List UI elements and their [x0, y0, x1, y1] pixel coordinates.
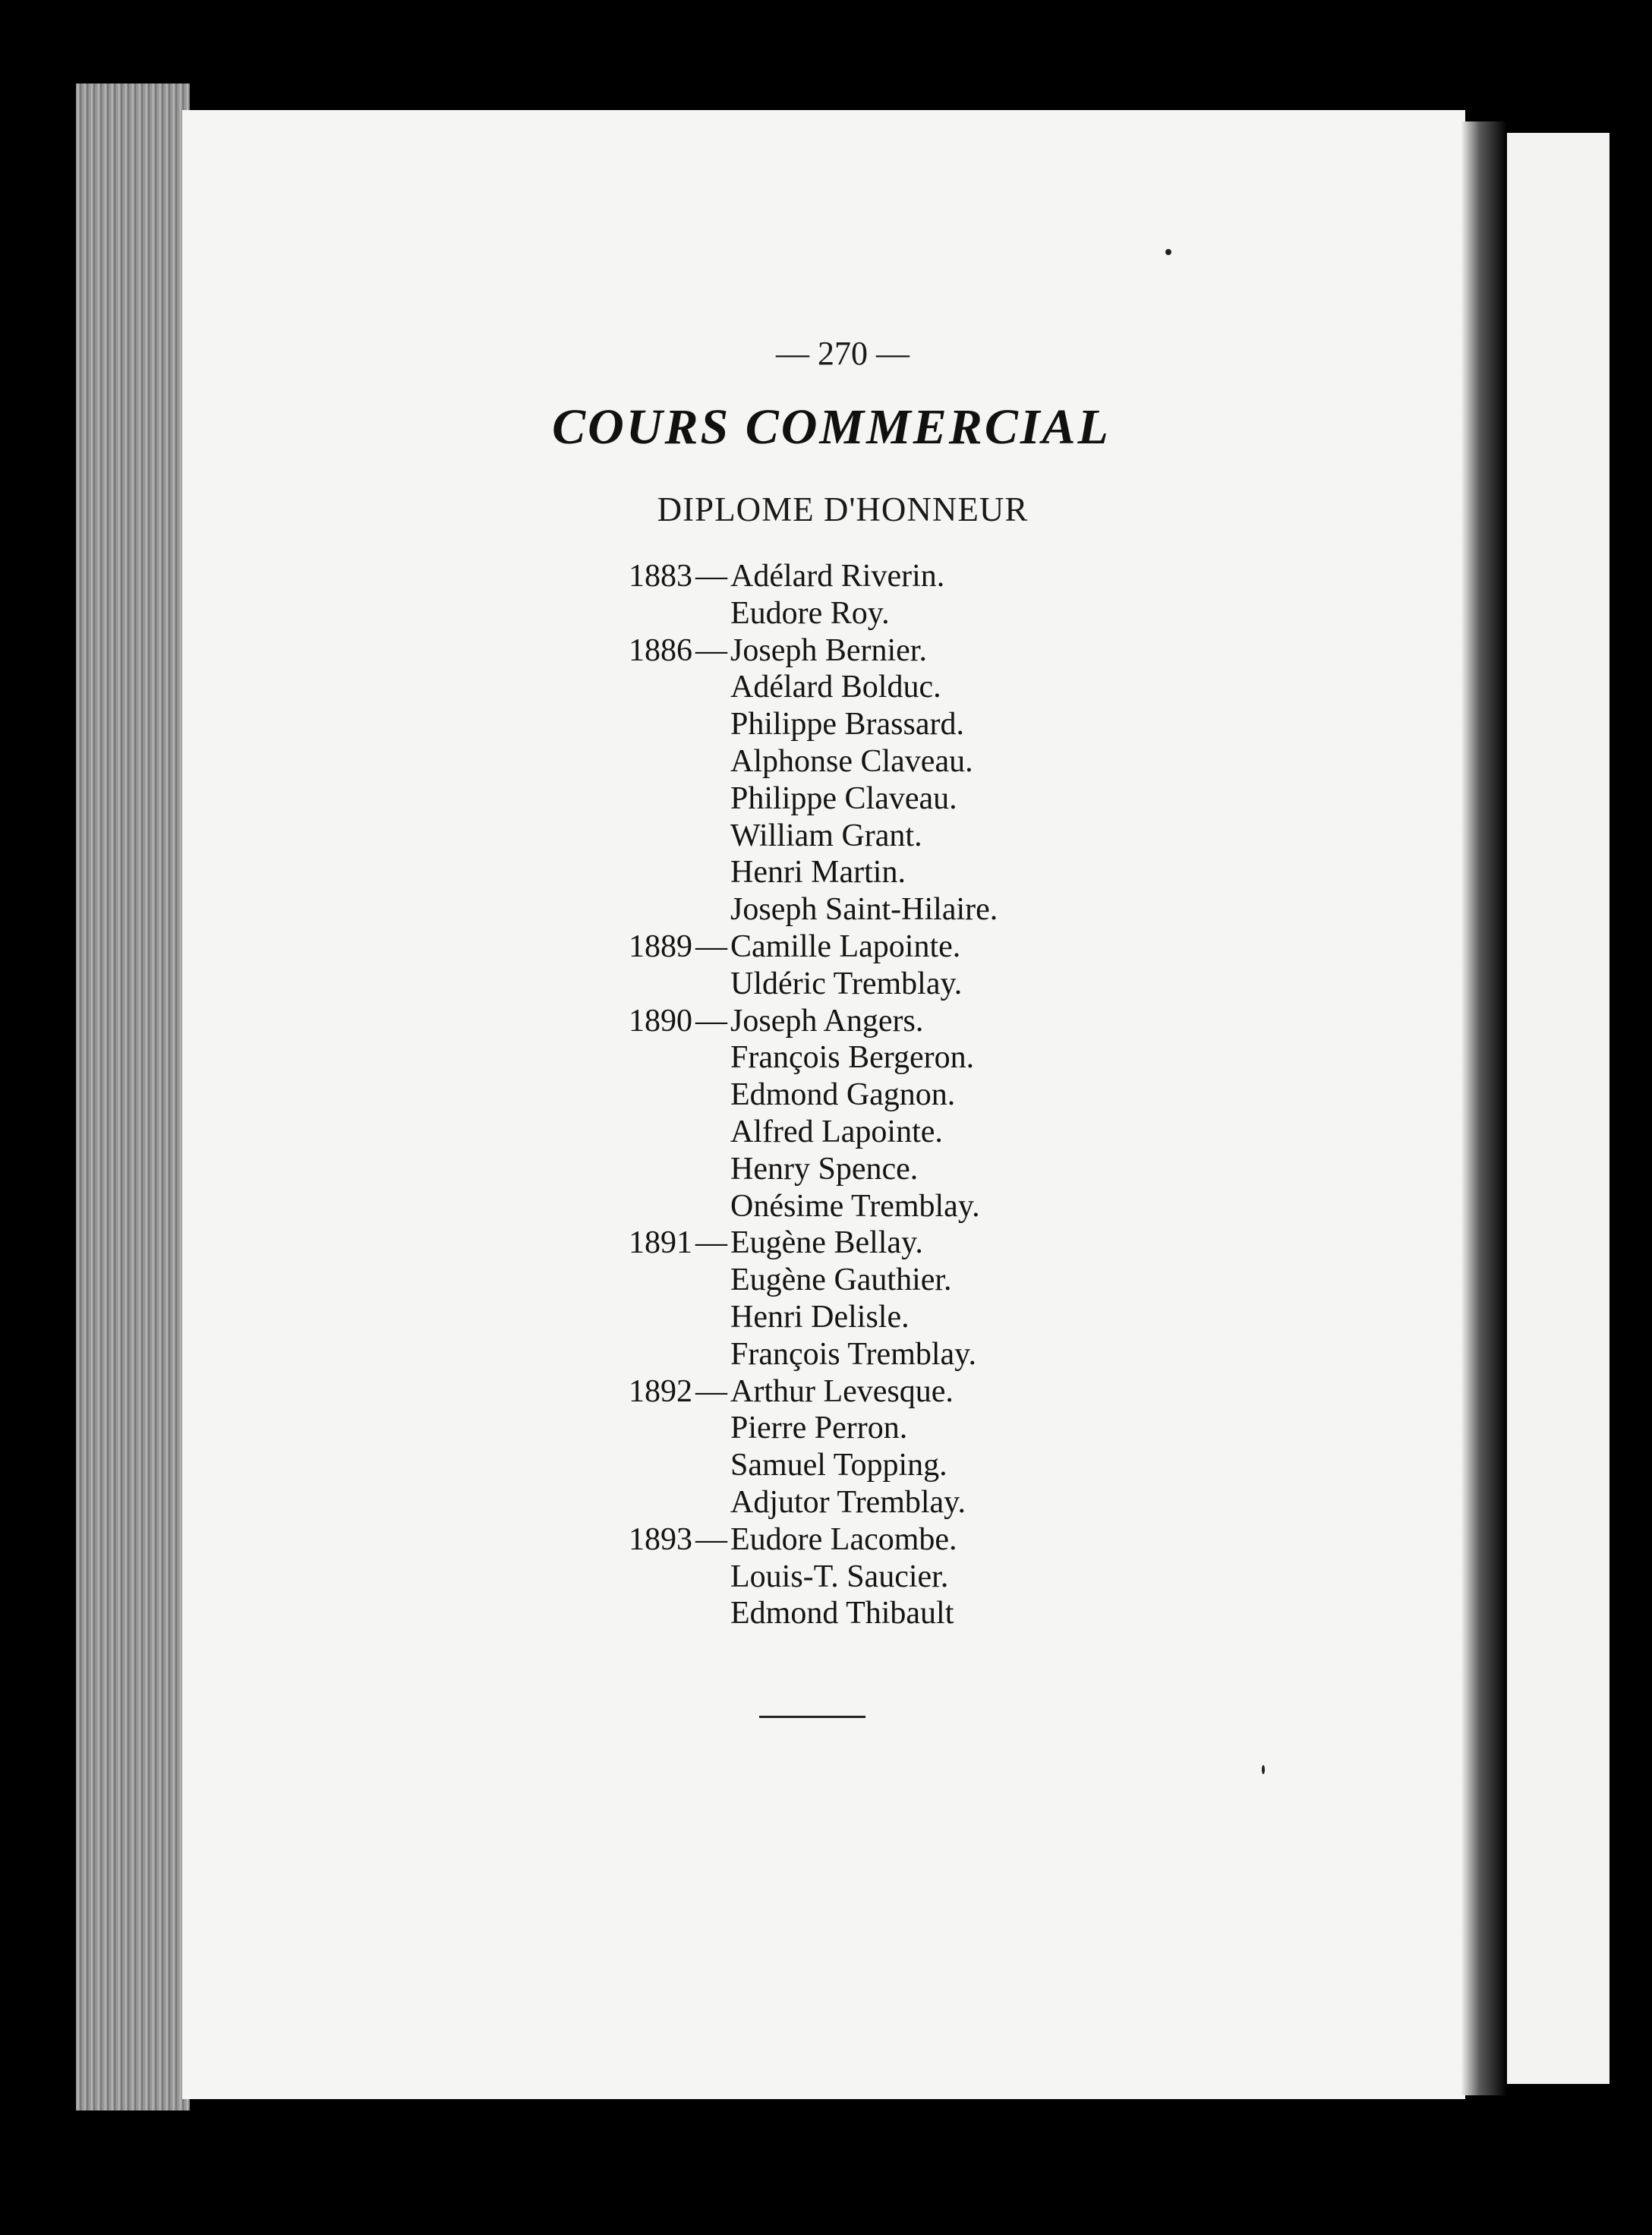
year-spacer — [577, 1188, 692, 1225]
list-item — [577, 1336, 1108, 1373]
ink-speck — [1165, 249, 1171, 255]
list-item — [577, 891, 1108, 928]
year-spacer — [577, 1595, 692, 1632]
student-name: Edmond Gagnon. — [730, 1077, 956, 1113]
list-item — [577, 1447, 1108, 1484]
dash-spacer — [692, 1262, 730, 1299]
dash-spacer — [692, 966, 730, 1003]
year-spacer — [577, 1077, 692, 1114]
student-name: Edmond Thibault — [730, 1596, 954, 1631]
facing-page — [1507, 133, 1609, 2084]
year-label: 1890 — [629, 1003, 692, 1039]
list-item — [577, 706, 1108, 743]
student-name: Eugène Bellay. — [730, 1225, 923, 1261]
student-name: Henri Martin. — [730, 855, 906, 891]
year-dash: — — [695, 1521, 727, 1557]
list-item — [577, 558, 1108, 595]
year-spacer — [577, 1447, 692, 1484]
year-dash: — — [695, 1003, 727, 1039]
year-label: 1891 — [629, 1225, 692, 1261]
year-group — [577, 1003, 1108, 1225]
dash-spacer — [692, 854, 730, 891]
list-item — [577, 1262, 1108, 1299]
dash-spacer — [692, 1114, 730, 1151]
student-name: Philippe Brassard. — [730, 707, 964, 742]
list-item — [577, 928, 1108, 966]
student-name: Alfred Lapointe. — [730, 1114, 943, 1149]
dash-spacer — [692, 595, 730, 632]
year-group — [577, 1521, 1108, 1632]
dash-spacer — [692, 1077, 730, 1114]
year-spacer — [577, 1410, 692, 1447]
year-dash: — — [695, 1225, 727, 1261]
list-item — [577, 1188, 1108, 1225]
dash-spacer — [692, 1447, 730, 1484]
dash-spacer — [692, 1336, 730, 1373]
list-item — [577, 743, 1108, 780]
year-group — [577, 928, 1108, 1003]
year-spacer — [577, 669, 692, 706]
student-name: Arthur Levesque. — [730, 1373, 954, 1409]
list-item — [577, 1410, 1108, 1447]
dash-spacer — [692, 1410, 730, 1447]
student-name: William Grant. — [730, 818, 922, 853]
page-title: COURS COMMERCIAL — [552, 399, 1111, 455]
student-name: Camille Lapointe. — [730, 928, 961, 964]
student-name: Pierre Perron. — [730, 1411, 908, 1446]
year-group — [577, 632, 1108, 928]
list-item — [577, 966, 1108, 1003]
student-name: Adjutor Tremblay. — [730, 1484, 966, 1520]
dash-spacer — [692, 743, 730, 780]
year-spacer — [577, 1336, 692, 1373]
dash-spacer — [692, 706, 730, 743]
list-item — [577, 1077, 1108, 1114]
student-name: Joseph Saint-Hilaire. — [730, 892, 998, 928]
year-spacer — [577, 1039, 692, 1077]
year-spacer — [577, 818, 692, 855]
year-spacer — [577, 1484, 692, 1521]
student-name: Onésime Tremblay. — [730, 1188, 980, 1224]
year-dash: — — [695, 632, 727, 668]
list-item — [577, 595, 1108, 632]
year-spacer — [577, 854, 692, 891]
list-item — [577, 669, 1108, 706]
year-spacer — [577, 1299, 692, 1336]
list-item — [577, 1039, 1108, 1077]
student-name: Samuel Topping. — [730, 1448, 947, 1483]
list-item — [577, 1003, 1108, 1040]
list-item — [577, 854, 1108, 891]
list-item — [577, 1484, 1108, 1521]
book-gutter — [1461, 121, 1507, 2095]
year-dash: — — [695, 928, 727, 964]
student-name: Adélard Bolduc. — [730, 670, 941, 705]
book-page-edges — [76, 84, 190, 2110]
dash-spacer — [692, 818, 730, 855]
year-label: 1889 — [629, 928, 692, 964]
list-item — [577, 1559, 1108, 1596]
year-spacer — [577, 891, 692, 928]
student-name: François Bergeron. — [730, 1040, 975, 1076]
student-name: Louis-T. Saucier. — [730, 1559, 949, 1594]
closing-rule — [759, 1716, 865, 1718]
student-name: Eudore Roy. — [730, 595, 890, 631]
page-number: — 270 — — [776, 335, 910, 372]
student-name: Eugène Gauthier. — [730, 1263, 952, 1298]
year-label: 1892 — [629, 1373, 692, 1409]
year-label: 1883 — [629, 559, 692, 594]
list-item — [577, 1151, 1108, 1188]
year-spacer — [577, 1151, 692, 1188]
year-spacer — [577, 780, 692, 818]
dash-spacer — [692, 1484, 730, 1521]
section-heading: DIPLOME D'HONNEUR — [657, 490, 1029, 528]
dash-spacer — [692, 780, 730, 818]
year-label: 1893 — [629, 1521, 692, 1557]
dash-spacer — [692, 1151, 730, 1188]
year-spacer — [577, 1114, 692, 1151]
list-item — [577, 632, 1108, 670]
list-item — [577, 1521, 1108, 1559]
student-name: Henry Spence. — [730, 1151, 919, 1187]
year-spacer — [577, 1262, 692, 1299]
list-item — [577, 1373, 1108, 1411]
year-group — [577, 1225, 1108, 1373]
year-label: 1886 — [629, 632, 692, 668]
list-item — [577, 1114, 1108, 1151]
list-item — [577, 1299, 1108, 1336]
student-name: Joseph Bernier. — [730, 632, 927, 668]
scan-border — [1609, 121, 1652, 2095]
student-name: Henri Delisle. — [730, 1299, 910, 1335]
dash-spacer — [692, 1188, 730, 1225]
student-name: Uldéric Tremblay. — [730, 966, 963, 1001]
student-name: Philippe Claveau. — [730, 780, 957, 816]
list-item — [577, 1225, 1108, 1262]
year-group — [577, 558, 1108, 632]
dash-spacer — [692, 1559, 730, 1596]
list-item — [577, 1595, 1108, 1632]
ink-speck — [1262, 1765, 1265, 1774]
honour-list — [577, 558, 1108, 1632]
student-name: François Tremblay. — [730, 1336, 976, 1372]
dash-spacer — [692, 669, 730, 706]
student-name: Joseph Angers. — [730, 1003, 924, 1039]
year-group — [577, 1373, 1108, 1521]
year-dash: — — [695, 1373, 727, 1409]
year-spacer — [577, 743, 692, 780]
list-item — [577, 818, 1108, 855]
year-spacer — [577, 706, 692, 743]
dash-spacer — [692, 1595, 730, 1632]
year-spacer — [577, 595, 692, 632]
list-item — [577, 780, 1108, 818]
year-dash: — — [695, 559, 727, 594]
student-name: Eudore Lacombe. — [730, 1521, 957, 1557]
student-name: Adélard Riverin. — [730, 559, 945, 594]
year-spacer — [577, 1559, 692, 1596]
student-name: Alphonse Claveau. — [730, 743, 973, 779]
year-spacer — [577, 966, 692, 1003]
dash-spacer — [692, 891, 730, 928]
dash-spacer — [692, 1299, 730, 1336]
dash-spacer — [692, 1039, 730, 1077]
